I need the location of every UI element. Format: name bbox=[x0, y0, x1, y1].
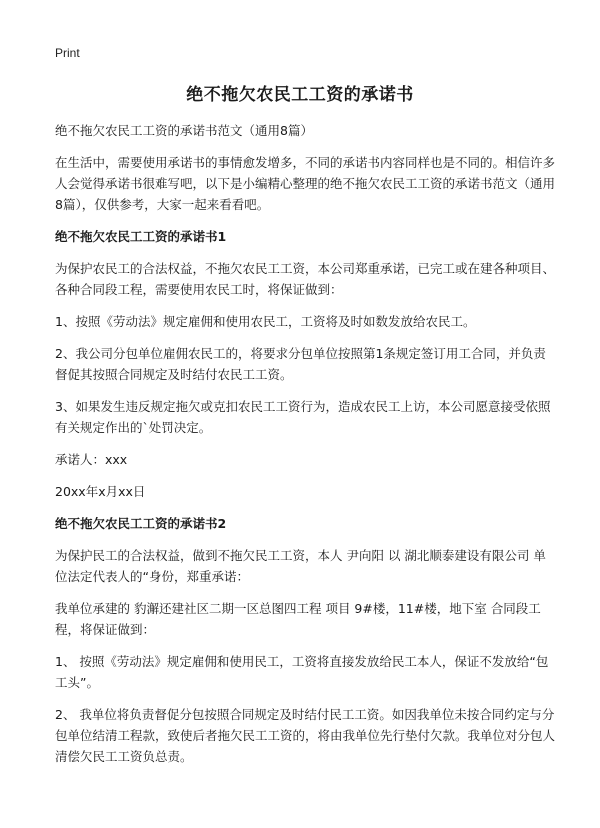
section1-signer: 承诺人：xxx bbox=[55, 452, 128, 467]
section2-paragraph: 为保护民工的合法权益，做到不拖欠民工工资，本人 尹向阳 以 湖北顺泰建设有限公司 单位法定代表人的“身份，郑重承诺： bbox=[55, 548, 546, 584]
document-subtitle: 绝不拖欠农民工工资的承诺书范文（通用8篇） bbox=[55, 123, 313, 138]
section1-item-2: 2、我公司分包单位雇佣农民工的，将要求分包单位按照第1条规定签订用工合同，并负责督促其按照合同规定及时结付农民工工资。 bbox=[55, 346, 546, 382]
document-body bbox=[55, 120, 555, 778]
section1-item-3: 3、如果发生违反规定拖欠或克扣农民工工资行为，造成农民工上访，本公司愿意接受依照有关规定作出的`处罚决定。 bbox=[55, 399, 551, 435]
document-title: 绝不拖欠农民工工资的承诺书 bbox=[186, 85, 414, 105]
section2-heading: 绝不拖欠农民工工资的承诺书2 bbox=[55, 516, 227, 531]
intro-paragraph: 在生活中，需要使用承诺书的事情愈发增多，不同的承诺书内容同样也是不同的。相信许多人会觉得承诺书很难写吧，以下是小编精心整理的绝不拖欠农民工工资的承诺书范文（通用8篇），仅供参考，大家一起来看看吧。 bbox=[55, 155, 556, 212]
section1-date: 20xx年x月xx日 bbox=[55, 484, 146, 499]
print-link[interactable]: Print bbox=[55, 46, 80, 60]
section1-heading: 绝不拖欠农民工工资的承诺书1 bbox=[55, 229, 227, 244]
section2-scope: 我单位承建的 豹澥还建社区二期一区总图四工程 项目 9#楼，11#楼，地下室 合同段工程，将保证做到： bbox=[55, 601, 541, 637]
section1-paragraph: 为保护农民工的合法权益，不拖欠农民工工资，本公司郑重承诺，已完工或在建各种项目、各种合同段工程，需要使用农民工时，将保证做到： bbox=[55, 261, 556, 297]
section1-item-1: 1、按照《劳动法》规定雇佣和使用农民工，工资将及时如数发放给农民工。 bbox=[55, 314, 476, 329]
section2-item-1: 1、 按照《劳动法》规定雇佣和使用民工，工资将直接发放给民工本人，保证不发放给“包工头”。 bbox=[55, 654, 549, 690]
section2-item-2: 2、 我单位将负责督促分包按照合同规定及时结付民工工资。如因我单位未按合同约定与分包单位结清工程款，致使后者拖欠民工工资的，将由我单位先行垫付欠款。我单位对分包人清偿欠民工工资负总责。 bbox=[55, 707, 556, 764]
